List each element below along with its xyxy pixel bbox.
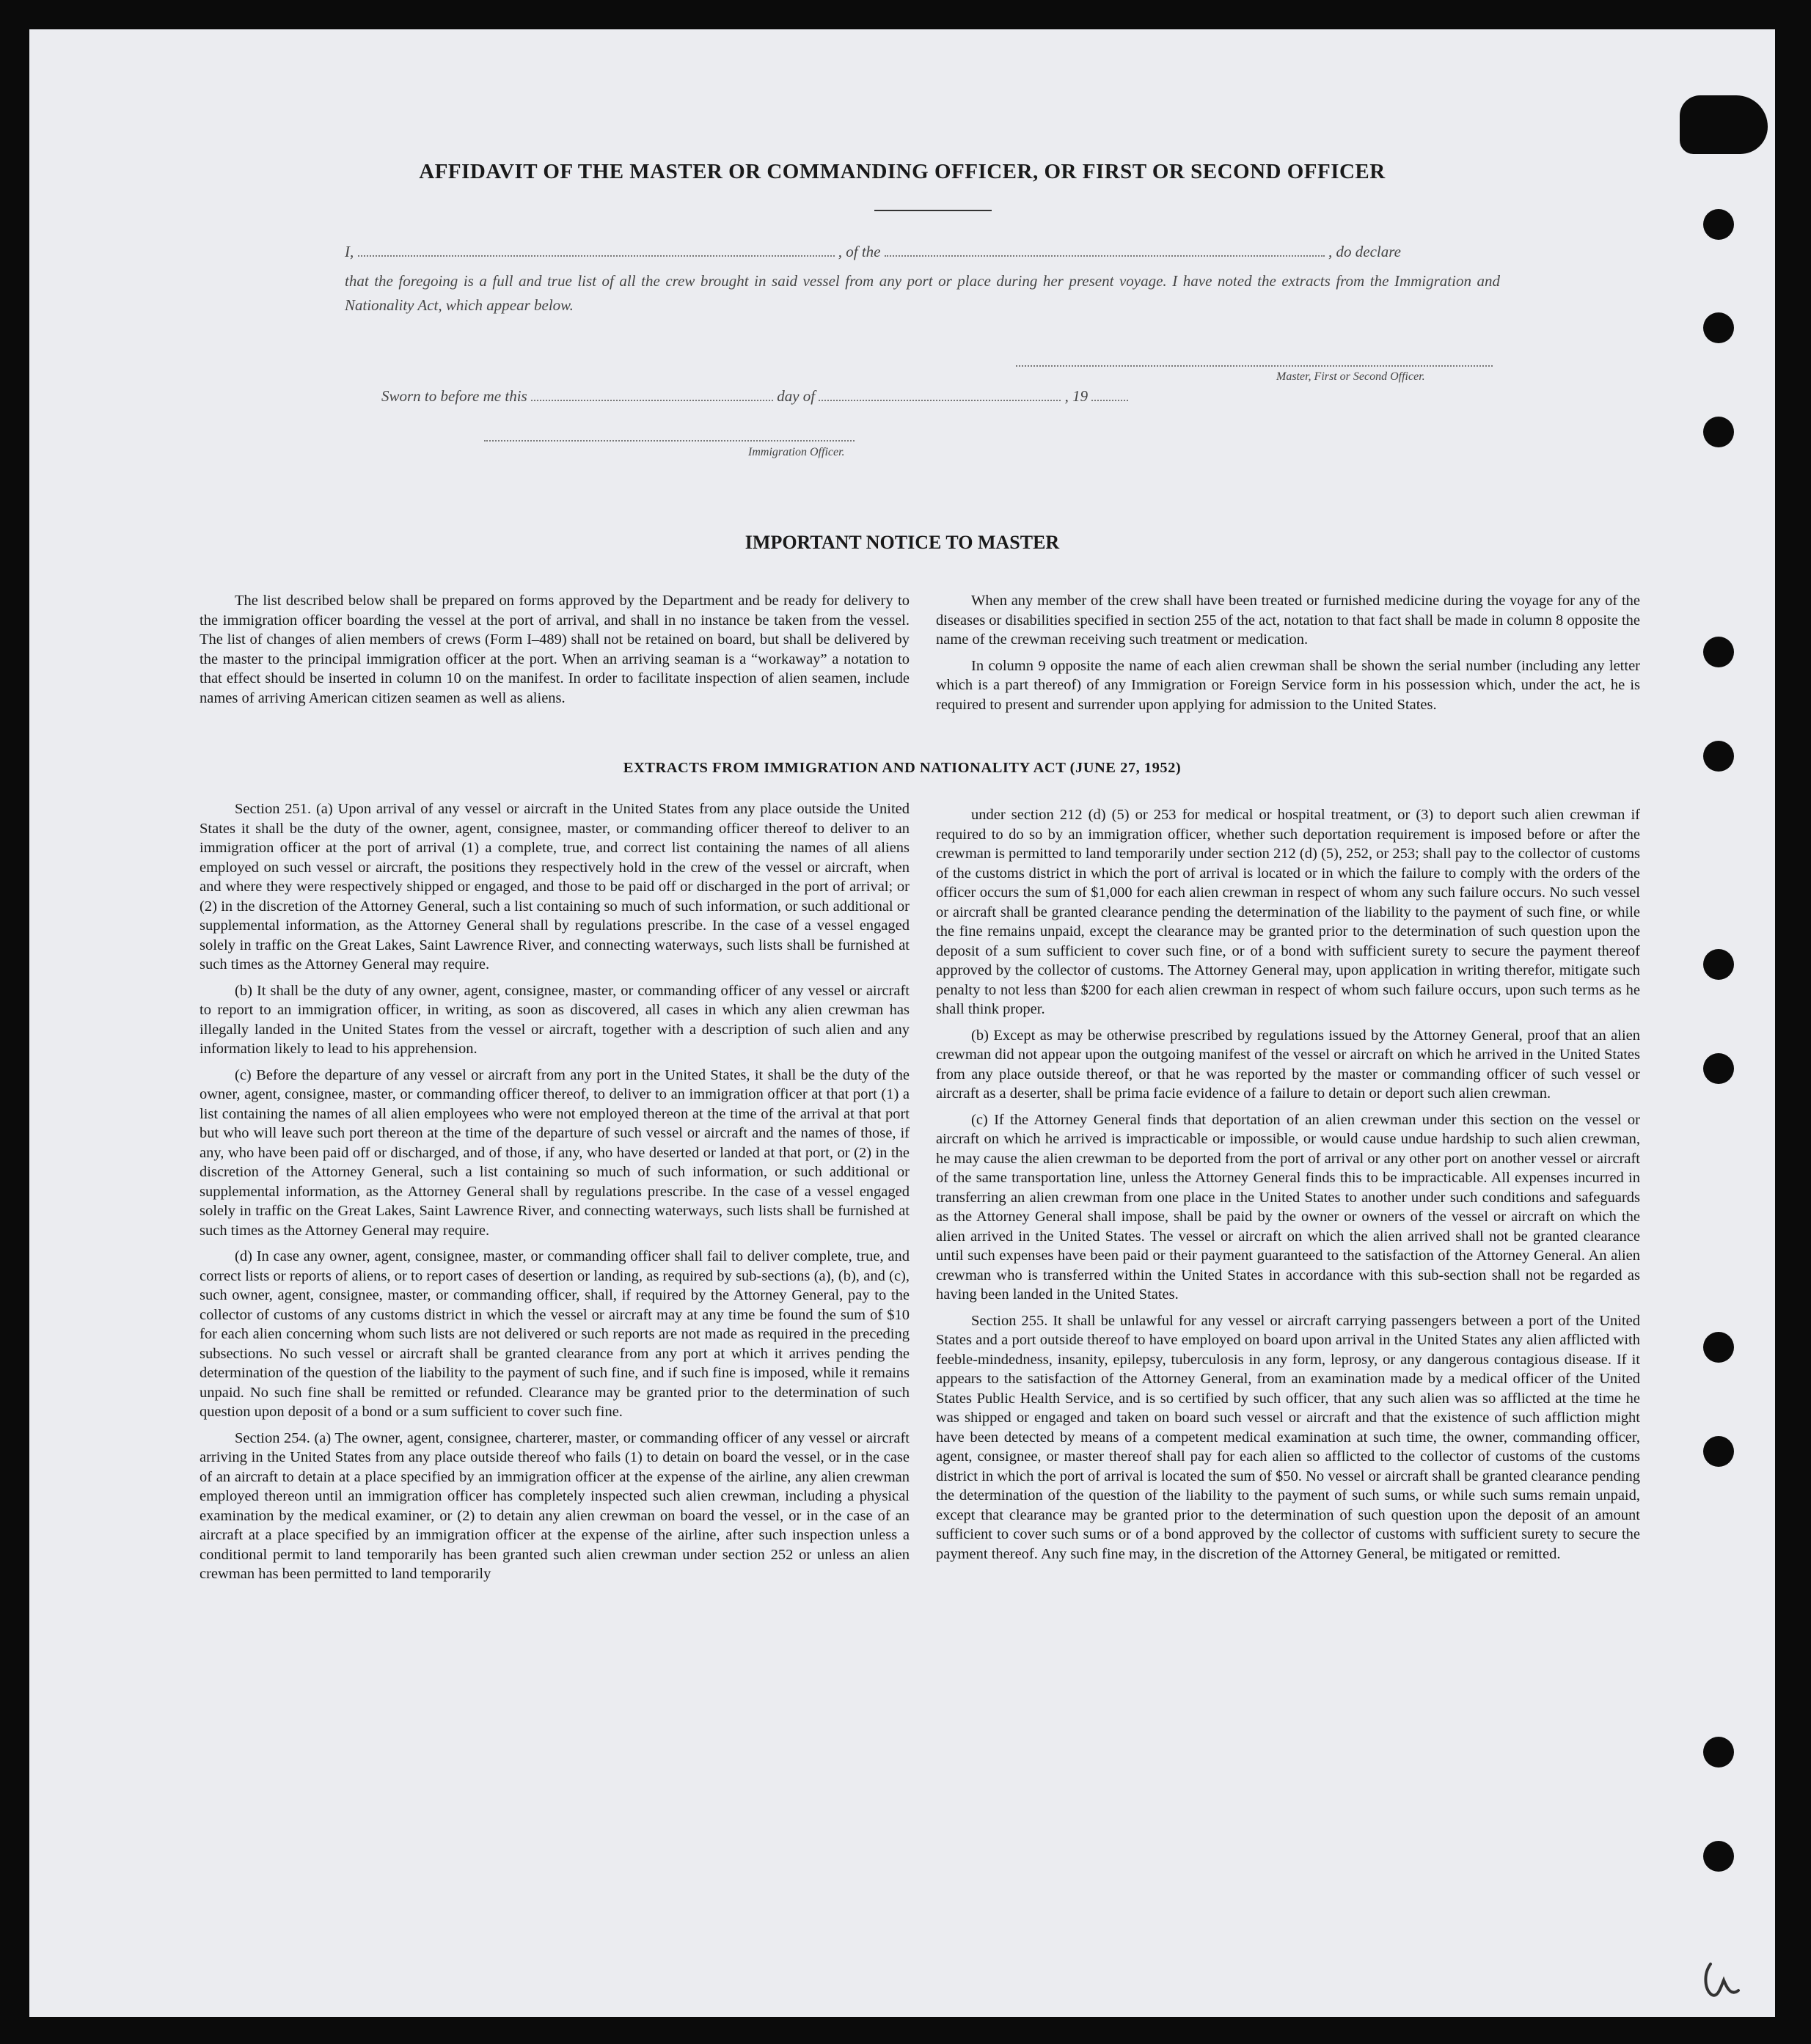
extracts-left-column: [200, 799, 910, 1591]
section-paragraph: (b) It shall be the duty of any owner, agent, consignee, master, or commanding officer of any vessel or aircraft to report to an immigration officer, in writing, as soon as discovered, all cases in which any alien crewman has illegally landed in the United States from the vessel or aircraft, together with a description of such alien and any information likely to lead to his apprehension.: [200, 982, 910, 1057]
year-label: , 19: [1064, 387, 1089, 405]
section-paragraph: Section 255. It shall be unlawful for any vessel or aircraft carrying passengers between a port of the United States and a port outside thereof to have employed on board upon arrival in the United States any alien afflicted with feeble-mindedness, insanity, epilepsy, tuberculosis in any form, leprosy, or any dangerous contagious disease. If it appears to the satisfaction of the Attorney General, from an examination made by a medical officer of the United States Public Health Service, and is so certified by such officer, that any such alien was so afflicted at the time he was shipped or engaged and taken on board such vessel or aircraft and that the existence of such affliction might have been detected by means of a competent medical examination at such time, the owner, commanding officer, agent, consignee, or master thereof shall pay for each alien so afflicted to the collector of customs of the customs district in which the port of arrival is located the sum of $50. No vessel or aircraft shall be granted clearance pending the determination of the question of the liability to the payment of such sums, or while such sums remain unpaid, except that clearance may be granted prior to the determination of such question upon the deposit of an amount sufficient to cover such sums or of a bond approved by the collector of customs with sufficient surety to secure the payment thereof. Any such fine may, in the discretion of the Attorney General, be mitigated or remitted.: [936, 1312, 1640, 1562]
section-paragraph: Section 254. (a) The owner, agent, consignee, charterer, master, or commanding officer of any vessel or aircraft arriving in the United States from any place outside thereof who fails (1) to detain on board the vessel, or in the case of an aircraft to detain at a place specified by an immigration officer at the expense of the airline, any alien crewman employed thereon until an immigration officer has completely inspected such alien crewman, including a physical examination by the medical examiner, or (2) to detain any alien crewman on board the vessel, or in the case of an aircraft at a place specified by an immigration officer at the expense of the airline, after such inspection unless a conditional permit to land temporarily has been granted such alien crewman under section 252 or unless an alien crewman has been permitted to land temporarily: [200, 1429, 910, 1582]
punch-hole: [1703, 637, 1734, 667]
i-label: I,: [345, 243, 354, 260]
master-signature-label: Master, First or Second Officer.: [1276, 370, 1425, 383]
extracts-title: EXTRACTS FROM IMMIGRATION AND NATIONALITY ACT (JUNE 27, 1952): [623, 760, 1182, 776]
punch-hole: [1703, 1841, 1734, 1872]
punch-hole: [1703, 949, 1734, 980]
vessel-field[interactable]: [885, 254, 1325, 257]
notice-right-column: [936, 591, 1640, 721]
punch-hole: [1703, 1436, 1734, 1467]
sworn-day-field[interactable]: [531, 399, 773, 401]
section-paragraph: under section 212 (d) (5) or 253 for medical or hospital treatment, or (3) to deport such alien crewman if required to do so by an immigration officer, whether such deportation requirement is imposed before or after the crewman is permitted to land temporarily under section 212 (d) (5), 252, or 253; shall pay to the collector of customs of the customs district in which the port of arrival is located or in which the failure to comply with the orders of the officer occurs the sum of $1,000 for each alien crewman in respect of whom any such failure occurs. No such vessel or aircraft shall be granted clearance pending the determination of the liability to the payment of such fine, or while the fine remains unpaid, except the clearance may be granted prior to the determination of such question upon the deposit of a sum sufficient to cover such fine, or of a bond with sufficient surety to secure the payment thereof approved by the collector of customs. The Attorney General may, upon application in writing therefor, mitigate such penalty to not less than $200 for each alien crewman in respect of whom such failure occurs, upon such terms as he shall think proper.: [936, 807, 1640, 1017]
sworn-line: [381, 387, 1262, 406]
do-declare-label: , do declare: [1328, 243, 1401, 260]
section-paragraph: (c) Before the departure of any vessel or aircraft from any port in the United States, it shall be the duty of the owner, agent, consignee, master, or commanding officer thereof, to deliver to an immigration officer at that port (1) a list containing the names of all alien employees who were not employed thereon at the time of the arrival at that port but who will leave such port thereon at the time of the departure of such vessel or aircraft and the names of those, if any, who have been paid off or discharged, and of those, if any, who have deserted or landed at that port, or (2) in the discretion of the Attorney General, such a list containing so much of such information, or such additional or supplemental information, as the Attorney General shall by regulations prescribe. In the case of a vessel engaged solely in traffic on the Great Lakes, Saint Lawrence River, and connecting waterways, such lists shall be furnished at such times as the Attorney General may require.: [200, 1066, 910, 1239]
notice-left-column: [200, 591, 910, 714]
punch-hole: [1703, 1737, 1734, 1768]
handwritten-mark: [1702, 1958, 1753, 2002]
punch-hole: [1703, 312, 1734, 343]
ink-blot: [1680, 95, 1768, 154]
notice-title: IMPORTANT NOTICE TO MASTER: [744, 532, 1060, 553]
sworn-month-field[interactable]: [819, 399, 1061, 401]
notice-paragraph: In column 9 opposite the name of each alien crewman shall be shown the serial number (including any letter which is a part thereof) of any Immigration or Foreign Service form in his possession which, under the act, he is required to present and surrender upon applying for admission to the United States.: [936, 657, 1640, 713]
declaration-line: [345, 243, 1500, 261]
immigration-officer-label: Immigration Officer.: [748, 446, 845, 458]
extracts-right-column: [936, 805, 1640, 1570]
notice-paragraph: When any member of the crew shall have been treated or furnished medicine during the voyage for any of the diseases or disabilities specified in section 255 of the act, notation to that fact shall be made in column 8 opposite the name of the crewman receiving such treatment or medication.: [936, 593, 1640, 648]
affidavit-title: AFFIDAVIT OF THE MASTER OR COMMANDING OFFICER, OR FIRST OR SECOND OFFICER: [419, 160, 1386, 183]
punch-hole: [1703, 1053, 1734, 1084]
document-page: [29, 29, 1775, 2017]
section-paragraph: (d) In case any owner, agent, consignee, master, or commanding officer shall fail to deliver complete, true, and correct lists or reports of aliens, or to report cases of desertion or landing, as required by sub-sections (a), (b), and (c), such owner, agent, consignee, master, or commanding officer, shall, if required by the Attorney General, pay to the collector of customs of any customs district in which the vessel or aircraft may at any time be found the sum of $10 for each alien concerning whom such lists are not delivered or such reports are not made as required in the preceding subsections. No such vessel or aircraft shall be granted clearance from any port at which it arrives pending the determination of the question of the liability to the payment of such fine, and if such fine is imposed, while it remains unpaid. No such fine shall be remitted or refunded. Clearance may be granted prior to the determination of such question upon deposit of a bond or a sum sufficient to cover such fine.: [200, 1248, 910, 1420]
notice-paragraph: The list described below shall be prepared on forms approved by the Department and be ready for delivery to the immigration officer boarding the vessel at the port of arrival, and shall in no instance be taken from the vessel. The list of changes of alien members of crews (Form I–489) shall not be retained on board, but shall be delivered by the master to the principal immigration officer at the port. When an arriving seaman is a “workaway” a notation to that effect should be inserted in column 10 on the manifest. In order to facilitate inspection of alien seamen, include names of arriving American citizen seamen as well as aliens.: [200, 593, 910, 706]
section-paragraph: (b) Except as may be otherwise prescribed by regulations issued by the Attorney General, proof that an alien crewman did not appear upon the outgoing manifest of the vessel or aircraft on which he arrived in the United States from any place outside thereof, or that he was reported by the master or commanding officer of such vessel or aircraft as a deserter, shall be prima facie evidence of a failure to detain or deport such alien crewman.: [936, 1027, 1640, 1102]
master-signature-line[interactable]: [1016, 365, 1493, 367]
punch-hole: [1703, 209, 1734, 240]
sworn-year-field[interactable]: [1091, 399, 1128, 401]
sworn-label: Sworn to before me this: [381, 387, 527, 405]
title-divider: [874, 210, 992, 211]
section-paragraph: Section 251. (a) Upon arrival of any vessel or aircraft in the United States from any place outside the United States it shall be the duty of the owner, agent, consignee, master, or commanding officer thereof to deliver to an immigration officer at the port of arrival (1) a complete, true, and correct list containing the names of all aliens employed on such vessel or aircraft, the positions they respectively hold in the crew of the vessel or aircraft, when and where they were respectively shipped or engaged, and those to be paid off or discharged in the port of arrival; or (2) in the discretion of the Attorney General, such a list containing so much of such information, or such additional or supplemental information, as the Attorney General shall by regulations prescribe. In the case of a vessel engaged solely in traffic on the Great Lakes, Saint Lawrence River, and connecting waterways, such lists shall be furnished at such times as the Attorney General may require.: [200, 801, 910, 972]
name-field[interactable]: [358, 254, 835, 257]
punch-hole: [1703, 417, 1734, 447]
section-paragraph: (c) If the Attorney General finds that deportation of an alien crewman under this section on the vessel or aircraft on which he arrived is impracticable or impossible, or would cause undue hardship to such alien crewman, he may cause the alien crewman to be deported from the port of arrival or any other port on another vessel or aircraft of the same transportation line, unless the Attorney General finds this to be impracticable. All expenses incurred in transferring an alien crewman from one place in the United States to another under such conditions and safeguards as the Attorney General shall impose, shall be paid by the owner or owners of the vessel or aircraft on which the alien arrived in the United States. The vessel or aircraft on which the alien arrived shall not be granted clearance until such expenses have been paid or their payment guaranteed to the satisfaction of the Attorney General. An alien crewman who is transferred within the United States in accordance with this sub-section shall not be regarded as having been landed in the United States.: [936, 1111, 1640, 1303]
of-the-label: , of the: [838, 243, 881, 260]
immigration-officer-signature-line[interactable]: [484, 440, 855, 442]
punch-hole: [1703, 1332, 1734, 1363]
declaration-text: that the foregoing is a full and true list of all the crew brought in said vessel from any port or place during her present voyage. I have noted the extracts from the Immigration and Nationality Act, which appear below.: [345, 272, 1500, 314]
day-of-label: day of: [777, 387, 816, 405]
